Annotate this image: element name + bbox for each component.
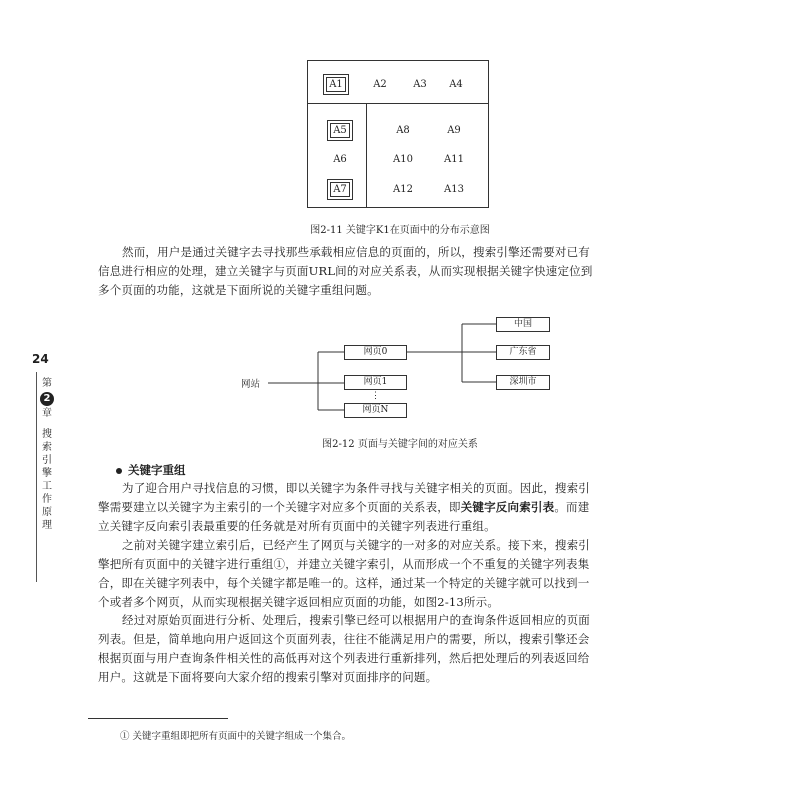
paragraph-3: [98, 536, 590, 612]
text-line: 合，即在关键字列表中，每个关键字都是唯一的。这样，通过某一个特定的关键字就可以找到一: [98, 576, 590, 590]
text-line: 列表。但是，简单地向用户返回这个页面列表，往往不能满足用户的需要，所以，搜索引擎还会: [98, 632, 590, 646]
text-line: 经过对原始页面进行分析、处理后，搜索引擎已经可以根据用户的查询条件返回相应的页面: [122, 613, 590, 627]
chapter-number-badge: 2: [40, 392, 54, 406]
divider: [308, 103, 488, 104]
cell-a4: A4: [449, 79, 463, 90]
cell-a13: A13: [444, 184, 464, 195]
chapter-prefix: 第: [42, 378, 52, 389]
section-heading: [116, 462, 186, 478]
text-line: 为了迎合用户寻找信息的习惯，即以关键字为条件寻找与关键字相关的页面。因此，搜索引: [122, 481, 590, 495]
paragraph-1: [98, 243, 593, 300]
chapter-suffix: 章: [42, 408, 52, 419]
text-line: 擎需要建立以关键字为主索引的一个关键字对应多个页面的关系表，即关键字反向索引表。而建: [98, 500, 590, 514]
footnote: ① 关键字重组即把所有页面中的关键字组成一个集合。: [120, 731, 352, 742]
divider: [366, 103, 367, 207]
paragraph-2: [98, 479, 590, 536]
text-line: 立关键字反向索引表最重要的任务就是对所有页面中的关键字列表进行重组。: [98, 519, 496, 533]
cell-a10: A10: [393, 154, 413, 165]
cell-a6: A6: [333, 154, 347, 165]
sidebar-rule: [36, 372, 37, 582]
text-line: 之前对关键字建立索引后，已经产生了网页与关键字的一对多的对应关系。接下来，搜索引: [122, 538, 590, 552]
chapter-label: [40, 378, 56, 532]
text-line: 个或者多个网页，从而实现根据关键字返回相应页面的功能，如图2-13所示。: [98, 595, 500, 609]
figure-2-12-caption: 图2-12 页面与关键字间的对应关系: [322, 439, 478, 450]
cell-a1: A1: [321, 77, 351, 92]
figure-2-11-caption: 图2-11 关键字K1在页面中的分布示意图: [310, 225, 490, 236]
cell-a5: A5: [325, 123, 355, 138]
footnote-rule: [88, 718, 228, 719]
text-line: 擎把所有页面中的关键字进行重组①，并建立关键字索引，从而形成一个不重复的关键字列表集: [98, 557, 590, 571]
cell-a3: A3: [413, 79, 427, 90]
page-1-node: 网页1: [344, 375, 407, 390]
keyword-node: 深圳市: [496, 375, 550, 390]
bold-term: 关键字反向索引表: [460, 500, 555, 514]
bullet-icon: [116, 468, 122, 474]
text-line: 用户。这就是下面将要向大家介绍的搜索引擎对页面排序的问题。: [98, 670, 438, 684]
cell-a7: A7: [325, 182, 355, 197]
section-heading-text: 关键字重组: [128, 463, 186, 477]
paragraph-4: [98, 611, 590, 687]
text-line: 然而，用户是通过关键字去寻找那些承载相应信息的页面的，所以，搜索引擎还需要对已有: [122, 245, 590, 259]
site-node-label: 网站: [241, 379, 261, 390]
text-line: 根据页面与用户查询条件相关性的高低再对这个列表进行重新排列，然后把处理后的列表返回给: [98, 651, 590, 665]
keyword-node: 广东省: [496, 345, 550, 360]
page-number: 24: [32, 352, 49, 366]
cell-a8: A8: [396, 125, 410, 136]
cell-a12: A12: [393, 184, 413, 195]
figure-2-11: [307, 60, 489, 208]
page-0-node: 网页0: [344, 345, 407, 360]
text-line: 多个页面的功能，这就是下面所说的关键字重组问题。: [98, 283, 379, 297]
text-line: 信息进行相应的处理，建立关键字与页面URL间的对应关系表，从而实现根据关键字快速定位到: [98, 264, 593, 278]
cell-a11: A11: [444, 154, 464, 165]
keyword-node: 中国: [496, 317, 550, 332]
page-n-node: 网页N: [344, 403, 407, 418]
ellipsis-label: ⋮: [371, 391, 380, 401]
chapter-title: 搜索引擎工作原理: [42, 429, 52, 531]
cell-a9: A9: [447, 125, 461, 136]
cell-a2: A2: [373, 79, 387, 90]
